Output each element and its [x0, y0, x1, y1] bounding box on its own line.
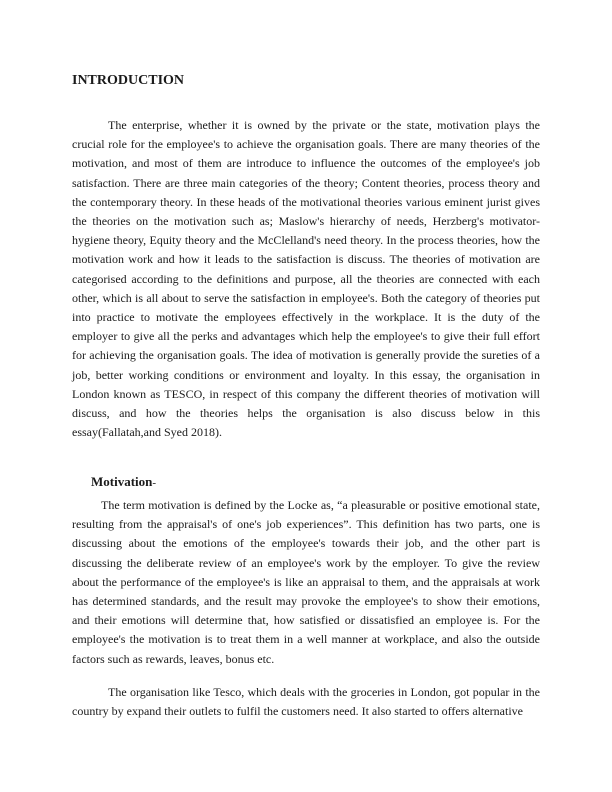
section-heading-suffix: -: [152, 477, 157, 489]
tesco-paragraph: The organisation like Tesco, which deals with the groceries in London, got popular in the country by expand their outlets to fulfil the customers need. It also started to offers alternative: [72, 685, 540, 719]
intro-paragraph: [72, 116, 540, 442]
section-heading-text: Motivation: [91, 474, 153, 489]
page-heading: INTRODUCTION: [72, 73, 185, 88]
intro-citation: (Fallatah,and Syed 2018).: [98, 425, 222, 440]
motivation-paragraph: The term motivation is defined by the Locke as, “a pleasurable or positive emotional state, resulting from the appraisal's of one's job experiences”. This definition has two parts, one is discussing about the emotions of the employee's towards their job, and the other part is discussing the deliberate review of an employee's work by the employer. To give the review about the performance of the employee's is like an appraisal to them, and the appraisals at work has determined standards, and the result may provoke the employee's to show their emotions, and their emotions will determine that, how satisfied or dissatisfied an employee is. For the employee's the motivation is to treat them in a well manner at workplace, and also the outside factors such as rewards, leaves, bonus etc.: [72, 498, 540, 666]
section-heading-motivation: [91, 473, 156, 492]
intro-paragraph-text: The enterprise, whether it is owned by the private or the state, motivation plays the crucial role for the employee's to achieve the organisation goals. There are many theories of the motivation, and most of them are introduce to influence the outcomes of the employee's job satisfaction. There are three main categories of the theory; Content theories, process theory and the contemporary theory. In these heads of the motivational theories various eminent jurist gives the theories on the motivation such as; Maslow's hierarchy of needs, Herzberg's motivator-hygiene theory, Equity theory and the McClelland's need theory. In the process theories, how the motivation work and how it leads to the satisfaction is discuss. The theories of motivation are categorised according to the definitions and purpose, all the theories are connected with each other, which is all about to serve the satisfaction in employee's. Both the category of theories put into practice to motivate the employees effectively in the workplace. It is the duty of the employer to give all the perks and advantages which help the employee's to give their full effort for achieving the organisation goals. The idea of motivation is generally provide the sureties of a job, better working conditions or environment and loyalty. In this essay, the organisation in London known as TESCO, in respect of this company the different theories of motivation will discuss, and how the theories helps the organisation is also discuss below in this essay: [72, 118, 540, 440]
